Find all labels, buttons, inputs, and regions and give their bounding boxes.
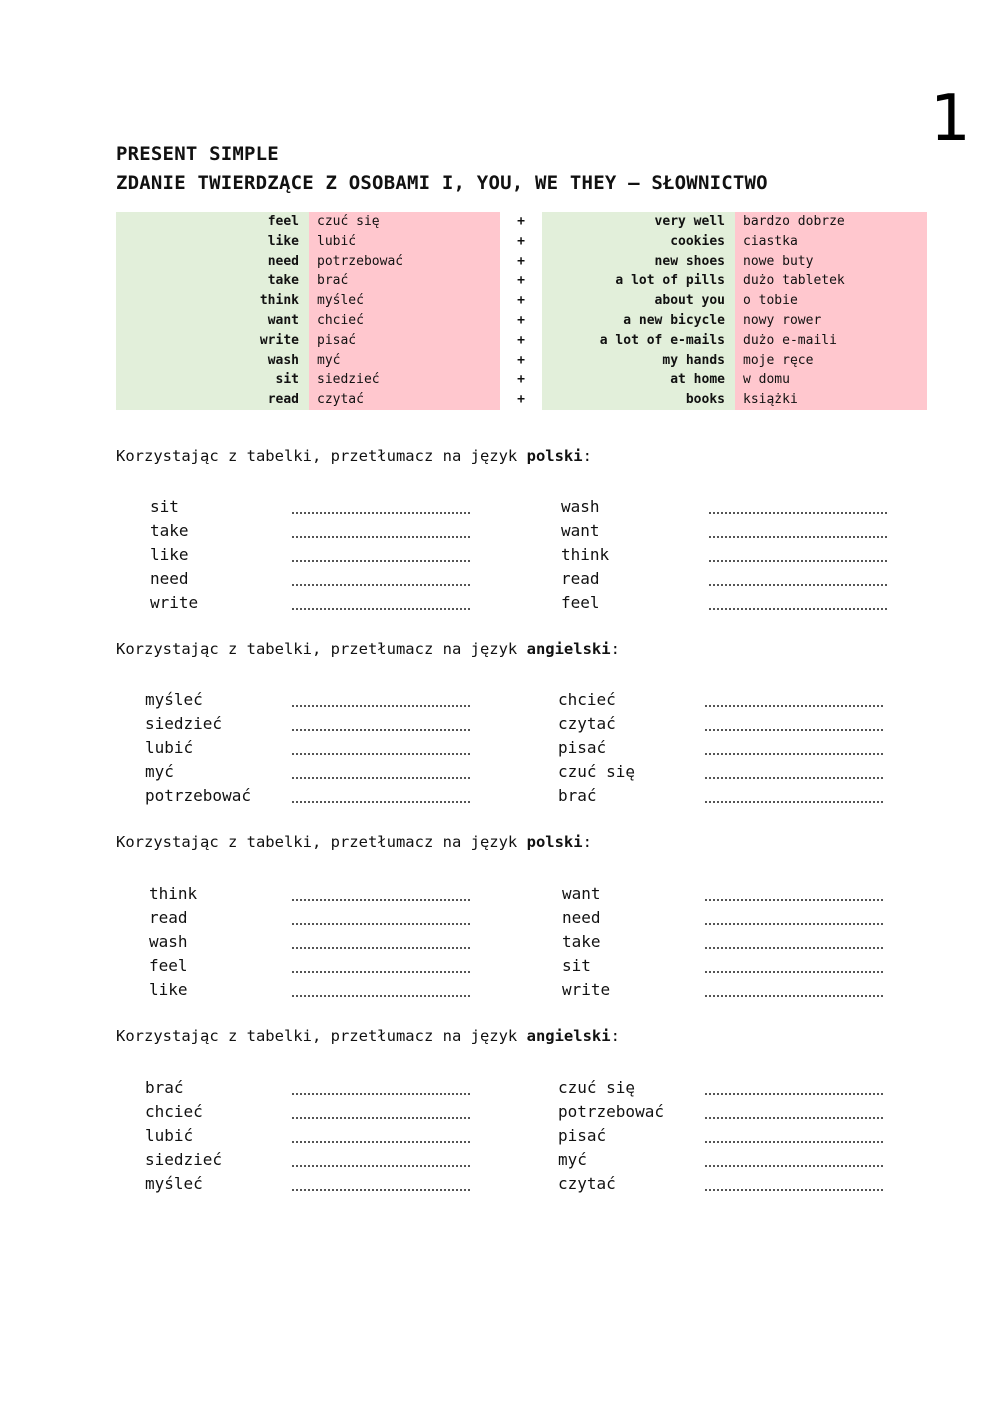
verb-english: read — [267, 392, 299, 408]
exercise-word: read — [561, 569, 600, 589]
object-polish: ciastka — [743, 233, 798, 249]
verb-polish: lubić — [317, 233, 357, 249]
answer-blank[interactable] — [705, 995, 883, 997]
exercise-instruction — [116, 447, 592, 465]
exercise-word: siedzieć — [145, 1150, 223, 1170]
objects-polish-column — [735, 212, 927, 410]
object-english: about you — [654, 293, 725, 309]
exercise-word: potrzebować — [145, 786, 251, 806]
exercise-word: myć — [145, 762, 174, 782]
exercise-word: like — [150, 545, 189, 565]
answer-blank[interactable] — [292, 947, 470, 949]
instruction-text: Korzystając z tabelki, przetłumacz na język — [116, 447, 527, 465]
answer-blank[interactable] — [705, 729, 883, 731]
exercise-word: read — [149, 908, 188, 928]
object-english: a lot of pills — [615, 273, 725, 289]
exercise-word: chcieć — [145, 1102, 203, 1122]
answer-blank[interactable] — [705, 1165, 883, 1167]
answer-blank[interactable] — [292, 512, 470, 514]
exercise-instruction — [116, 833, 592, 851]
answer-blank[interactable] — [292, 1165, 470, 1167]
exercise-word: chcieć — [558, 690, 616, 709]
exercise-word: lubić — [145, 738, 194, 758]
answer-blank[interactable] — [709, 608, 887, 610]
verb-english: think — [259, 293, 299, 309]
answer-blank[interactable] — [292, 777, 470, 779]
answer-blank[interactable] — [292, 608, 470, 610]
exercise-word: take — [150, 521, 189, 541]
answer-blank[interactable] — [292, 705, 470, 707]
answer-blank[interactable] — [705, 777, 883, 779]
exercise-word: czytać — [558, 1174, 616, 1194]
object-polish: bardzo dobrze — [743, 214, 845, 229]
exercise-word: think — [561, 545, 610, 565]
instruction-text: Korzystając z tabelki, przetłumacz na język — [116, 640, 527, 658]
exercise-word: write — [562, 980, 611, 1000]
exercise-word: want — [562, 884, 601, 903]
page-title: PRESENT SIMPLE — [116, 143, 279, 165]
answer-blank[interactable] — [292, 923, 470, 925]
answer-blank[interactable] — [292, 1093, 470, 1095]
exercise-word: want — [561, 521, 600, 541]
answer-blank[interactable] — [705, 705, 883, 707]
answer-blank[interactable] — [705, 899, 883, 901]
verb-english: wash — [267, 352, 299, 368]
exercise-word: myśleć — [145, 1174, 203, 1194]
plus-sign: + — [517, 293, 525, 309]
instruction-colon: : — [582, 447, 592, 465]
verb-polish: pisać — [317, 332, 357, 348]
exercise-word: brać — [145, 1078, 184, 1097]
answer-blank[interactable] — [709, 560, 887, 562]
verb-polish: brać — [317, 273, 349, 289]
answer-blank[interactable] — [292, 995, 470, 997]
object-english: cookies — [670, 233, 725, 249]
answer-blank[interactable] — [292, 801, 470, 803]
verb-polish: czytać — [317, 392, 364, 408]
exercise-word: take — [562, 932, 601, 952]
object-polish: nowy rower — [743, 312, 822, 328]
page-subtitle: ZDANIE TWIERDZĄCE Z OSOBAMI I, YOU, WE THEY – SŁOWNICTWO — [116, 172, 768, 194]
answer-blank[interactable] — [705, 1141, 883, 1143]
plus-sign: + — [517, 312, 525, 328]
objects-english-column — [542, 212, 735, 410]
instruction-language: angielski — [526, 1027, 611, 1045]
object-polish: dużo e-maili — [743, 332, 837, 348]
object-polish: książki — [743, 392, 798, 408]
plus-sign: + — [517, 392, 525, 408]
exercise-word: pisać — [558, 1126, 607, 1146]
answer-blank[interactable] — [709, 584, 887, 586]
exercise-word: siedzieć — [145, 714, 223, 734]
exercise-word: brać — [558, 786, 597, 806]
verb-english: sit — [275, 372, 299, 388]
verb-polish: myśleć — [317, 293, 364, 309]
exercise-word: need — [150, 569, 189, 589]
answer-blank[interactable] — [292, 584, 470, 586]
plus-sign: + — [517, 352, 525, 368]
page-number: 1 — [930, 82, 971, 156]
verb-english: write — [259, 332, 299, 348]
answer-blank[interactable] — [292, 560, 470, 562]
exercise-word: like — [149, 980, 188, 1000]
verb-english: like — [267, 233, 299, 249]
exercise-word: sit — [562, 956, 591, 976]
object-english: at home — [670, 372, 725, 388]
verb-english: need — [267, 253, 299, 269]
verb-polish: czuć się — [317, 214, 380, 229]
answer-blank[interactable] — [705, 801, 883, 803]
object-polish: moje ręce — [743, 352, 814, 368]
answer-blank[interactable] — [705, 1189, 883, 1191]
exercise-word: potrzebować — [558, 1102, 664, 1122]
verb-polish: chcieć — [317, 312, 364, 328]
exercise-word: czuć się — [558, 762, 636, 782]
answer-blank[interactable] — [705, 971, 883, 973]
object-english: a lot of e-mails — [599, 332, 725, 348]
exercise-word: feel — [149, 956, 188, 976]
exercise-word: czuć się — [558, 1078, 636, 1097]
verb-english: take — [267, 273, 299, 289]
exercise-instruction — [116, 1027, 620, 1045]
exercise-word: think — [149, 884, 198, 903]
answer-blank[interactable] — [292, 1189, 470, 1191]
exercise-word: write — [150, 593, 199, 613]
answer-blank[interactable] — [705, 753, 883, 755]
exercise-word: myć — [558, 1150, 587, 1170]
plus-sign: + — [517, 233, 525, 249]
instruction-text: Korzystając z tabelki, przetłumacz na język — [116, 1027, 527, 1045]
object-polish: w domu — [743, 372, 790, 388]
answer-blank[interactable] — [705, 923, 883, 925]
exercise-word: need — [562, 908, 601, 928]
plus-sign: + — [517, 372, 525, 388]
verb-polish: siedzieć — [317, 372, 380, 388]
answer-blank[interactable] — [292, 1117, 470, 1119]
answer-blank[interactable] — [705, 1117, 883, 1119]
object-polish: o tobie — [743, 293, 798, 309]
object-english: a new bicycle — [623, 312, 725, 328]
plus-sign: + — [517, 273, 525, 289]
answer-blank[interactable] — [292, 899, 470, 901]
answer-blank[interactable] — [292, 1141, 470, 1143]
plus-sign: + — [517, 332, 525, 348]
verb-polish: potrzebować — [317, 253, 404, 269]
exercise-word: wash — [149, 932, 188, 952]
answer-blank[interactable] — [705, 947, 883, 949]
exercise-word: myśleć — [145, 690, 203, 709]
instruction-language: polski — [526, 447, 583, 465]
exercise-instruction — [116, 640, 620, 658]
answer-blank[interactable] — [292, 971, 470, 973]
object-polish: dużo tabletek — [743, 273, 845, 289]
plus-sign: + — [517, 253, 525, 269]
answer-blank[interactable] — [292, 753, 470, 755]
verbs-english-column — [116, 212, 309, 410]
verbs-polish-column — [309, 212, 500, 410]
plus-column — [500, 212, 542, 410]
answer-blank[interactable] — [705, 1093, 883, 1095]
answer-blank[interactable] — [292, 729, 470, 731]
instruction-language: angielski — [526, 640, 611, 658]
exercise-word: wash — [561, 497, 600, 516]
verb-english: want — [267, 312, 299, 328]
object-english: very well — [654, 214, 725, 229]
instruction-colon: : — [610, 640, 620, 658]
exercise-word: feel — [561, 593, 600, 613]
answer-blank[interactable] — [292, 536, 470, 538]
vocabulary-table — [116, 212, 927, 410]
answer-blank[interactable] — [709, 536, 887, 538]
instruction-colon: : — [582, 833, 592, 851]
object-english: new shoes — [654, 253, 725, 269]
exercise-word: sit — [150, 497, 179, 516]
exercise-word: lubić — [145, 1126, 194, 1146]
object-english: books — [685, 392, 725, 408]
verb-english: feel — [267, 214, 299, 229]
instruction-language: polski — [526, 833, 583, 851]
instruction-text: Korzystając z tabelki, przetłumacz na język — [116, 833, 527, 851]
exercise-word: pisać — [558, 738, 607, 758]
exercise-word: czytać — [558, 714, 616, 734]
object-english: my hands — [662, 352, 725, 368]
answer-blank[interactable] — [709, 512, 887, 514]
instruction-colon: : — [610, 1027, 620, 1045]
plus-sign: + — [517, 214, 525, 229]
verb-polish: myć — [317, 352, 341, 368]
object-polish: nowe buty — [743, 253, 814, 269]
